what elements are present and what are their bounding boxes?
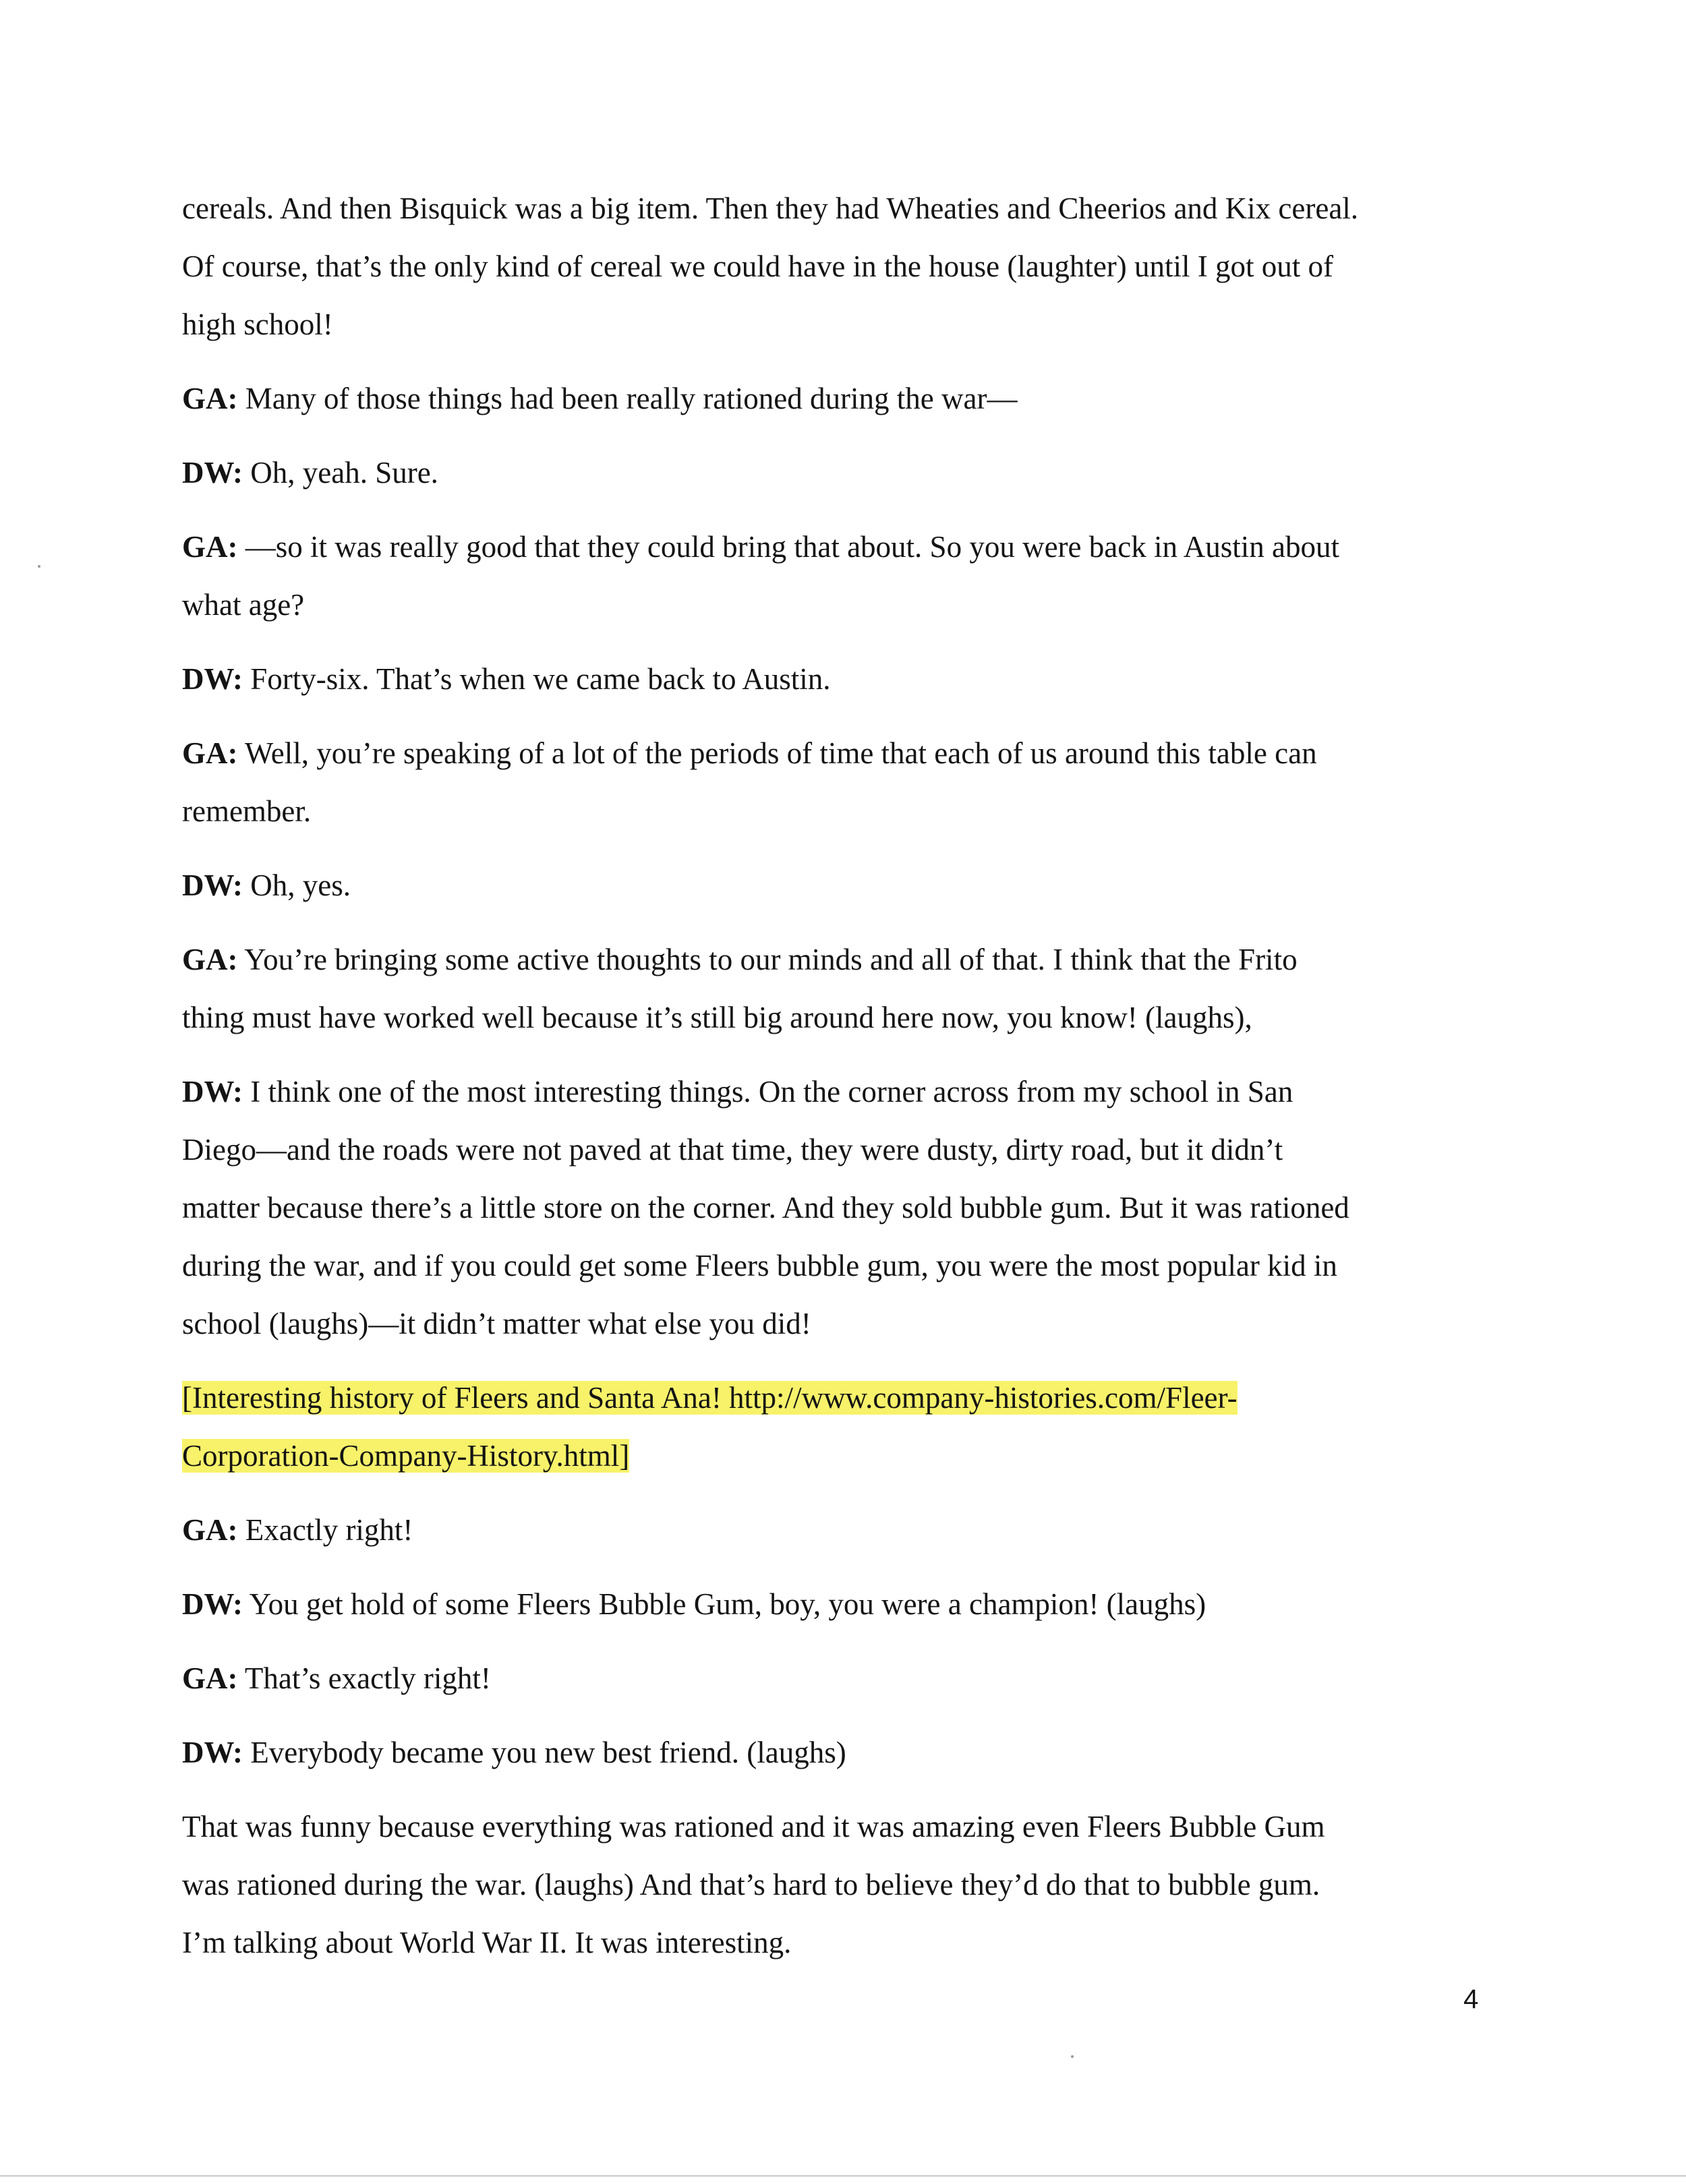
speaker-label: DW:	[182, 662, 243, 696]
line: was rationed during the war. (laughs) And that’s hard to believe they’d do that to bubble gum.	[182, 1868, 1320, 1901]
line	[182, 1063, 1490, 1121]
speaker-label: GA:	[182, 736, 238, 770]
speaker-label: DW:	[182, 1736, 243, 1769]
speaker-label: GA:	[182, 382, 238, 415]
paragraph-5	[182, 724, 1490, 840]
line-text: Forty-six. That’s when we came back to Austin.	[243, 662, 831, 696]
page-number: 4	[1463, 1984, 1479, 2014]
line: remember.	[182, 794, 312, 828]
line	[182, 931, 1490, 988]
line	[182, 370, 1490, 427]
line: cereals. And then Bisquick was a big item. Then they had Wheaties and Cheerios and Kix cereal.	[182, 191, 1359, 225]
line	[182, 724, 1490, 782]
line: I’m talking about World War II. It was interesting.	[182, 1926, 792, 1959]
scan-edge-line	[0, 2175, 1686, 2177]
paragraph-13	[182, 1723, 1490, 1781]
paragraph-7	[182, 931, 1490, 1046]
paragraph-1	[182, 370, 1490, 427]
transcript-body	[182, 179, 1490, 1972]
line-text: Everybody became you new best friend. (laughs)	[243, 1736, 846, 1769]
highlighted-link-text[interactable]: Corporation-Company-History.html]	[182, 1439, 630, 1473]
paragraph-8	[182, 1063, 1490, 1353]
line: Diego—and the roads were not paved at that time, they were dusty, dirty road, but it didn’t	[182, 1133, 1283, 1167]
line	[182, 1427, 1490, 1485]
line	[182, 1369, 1490, 1427]
paragraph-4	[182, 650, 1490, 708]
speaker-label: GA:	[182, 1513, 238, 1547]
paragraph-14	[182, 1798, 1490, 1972]
line	[182, 856, 1490, 914]
line: thing must have worked well because it’s still big around here now, you know! (laughs),	[182, 1001, 1252, 1034]
line-text: Well, you’re speaking of a lot of the periods of time that each of us around this table can	[237, 736, 1317, 770]
speaker-label: GA:	[182, 1661, 238, 1695]
line: school (laughs)—it didn’t matter what else you did!	[182, 1307, 811, 1340]
line	[182, 444, 1490, 502]
speaker-label: DW:	[182, 1075, 243, 1109]
paragraph-10	[182, 1501, 1490, 1559]
paragraph-0	[182, 179, 1490, 353]
line	[182, 1501, 1490, 1559]
line	[182, 650, 1490, 708]
line: That was funny because everything was rationed and it was amazing even Fleers Bubble Gum	[182, 1810, 1325, 1843]
line: Of course, that’s the only kind of cereal we could have in the house (laughter) until I got out of	[182, 249, 1334, 283]
line-text: Oh, yeah. Sure.	[243, 456, 438, 490]
speaker-label: GA:	[182, 530, 238, 564]
line-text: I think one of the most interesting things. On the corner across from my school in San	[243, 1075, 1293, 1109]
highlighted-link-text[interactable]: [Interesting history of Fleers and Santa Ana! http://www.company-histories.com/Fleer-	[182, 1381, 1238, 1415]
line-text: Many of those things had been really rationed during the war—	[237, 382, 1018, 415]
speaker-label: GA:	[182, 943, 238, 976]
speaker-label: DW:	[182, 456, 243, 490]
line-text: You get hold of some Fleers Bubble Gum, boy, you were a champion! (laughs)	[243, 1587, 1207, 1621]
speaker-label: DW:	[182, 868, 243, 902]
line-text: —so it was really good that they could bring that about. So you were back in Austin about	[237, 530, 1339, 564]
scan-speck	[38, 565, 40, 568]
line-text: That’s exactly right!	[237, 1661, 491, 1695]
paragraph-12	[182, 1649, 1490, 1707]
highlighted-note	[182, 1369, 1490, 1485]
speaker-label: DW:	[182, 1587, 243, 1621]
line	[182, 518, 1490, 576]
paragraph-6	[182, 856, 1490, 914]
line	[182, 1575, 1490, 1633]
line: high school!	[182, 307, 333, 341]
paragraph-11	[182, 1575, 1490, 1633]
line	[182, 1723, 1490, 1781]
paragraph-2	[182, 444, 1490, 502]
scan-speck	[1071, 2055, 1074, 2058]
paragraph-3	[182, 518, 1490, 634]
line-text: Exactly right!	[237, 1513, 413, 1547]
line-text: Oh, yes.	[243, 868, 351, 902]
line: matter because there’s a little store on the corner. And they sold bubble gum. But it was rationed	[182, 1191, 1349, 1224]
line: during the war, and if you could get some Fleers bubble gum, you were the most popular kid in	[182, 1249, 1337, 1282]
line: what age?	[182, 588, 305, 622]
line	[182, 1649, 1490, 1707]
line-text: You’re bringing some active thoughts to our minds and all of that. I think that the Frito	[237, 943, 1298, 976]
